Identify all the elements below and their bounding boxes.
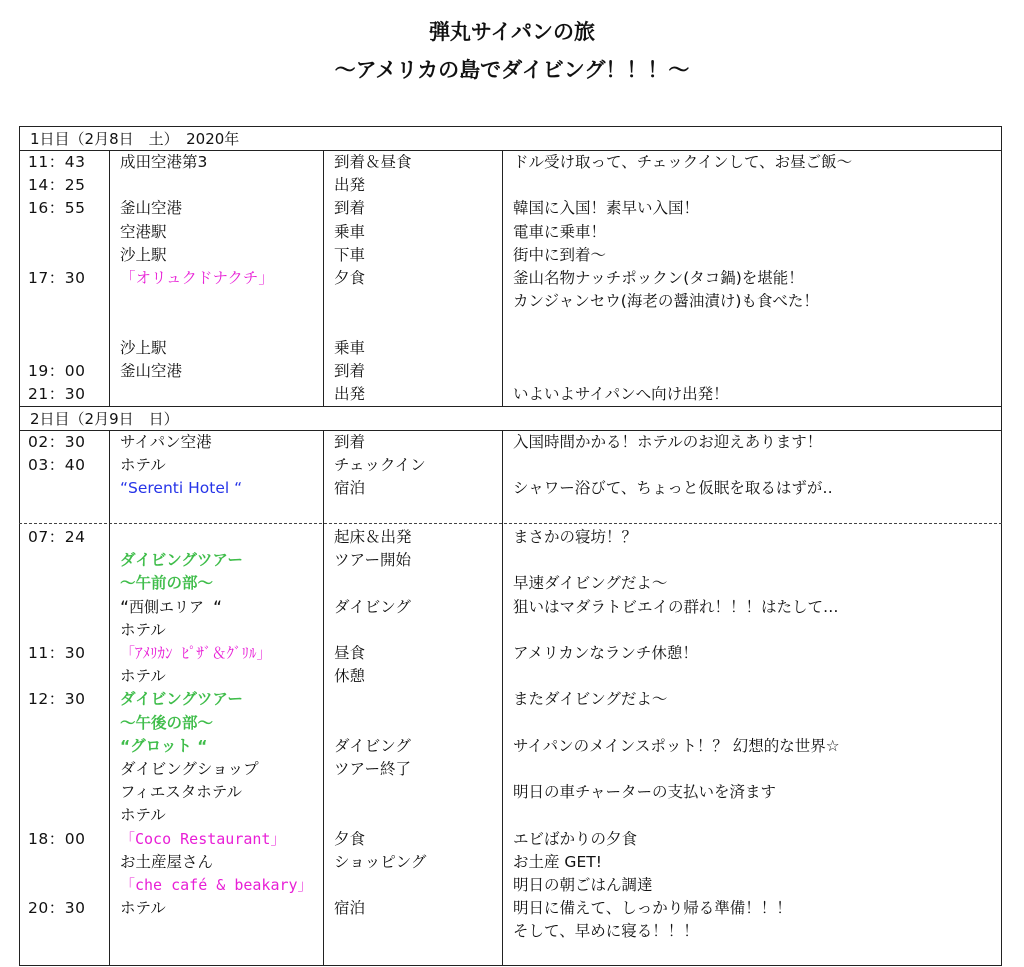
row-place: “西側エリア “ (120, 597, 223, 616)
row-place: ホテル (120, 899, 166, 918)
schedule-row (0, 383, 1024, 406)
row-place: ～午前の部～ (120, 574, 214, 593)
row-note: 街中に到着～ (513, 245, 607, 264)
schedule-row (0, 851, 1024, 874)
schedule-row (0, 804, 1024, 827)
row-place: 成田空港第3 (120, 153, 208, 171)
schedule-row (0, 337, 1024, 360)
row-activity: ツアー開始 (334, 551, 412, 570)
row-activity: 昼食 (334, 644, 366, 662)
row-time: 12：30 (28, 690, 86, 709)
row-place: フィエスタホテル (120, 783, 242, 802)
row-activity: ダイビング (334, 736, 411, 755)
row-time: 17：30 (28, 269, 86, 287)
schedule-row (0, 431, 1024, 454)
row-time: 18：00 (28, 829, 86, 848)
row-place: 空港駅 (120, 222, 167, 241)
row-note: 入国時間かかる！ホテルのお迎えあります！ (513, 433, 823, 451)
schedule-row (0, 151, 1024, 174)
row-activity: 到着 (334, 361, 366, 380)
schedule-row (0, 688, 1024, 711)
row-note: ドル受け取って、チェックインして、お昼ご飯～ (513, 153, 853, 171)
row-place: 釜山空港 (120, 361, 183, 380)
row-note: 韓国に入国！素早い入国！ (513, 199, 700, 218)
row-place: ダイビングショップ (120, 760, 259, 778)
row-activity: ショッピング (334, 852, 427, 871)
night-divider-dashed (19, 523, 1002, 524)
schedule-row (0, 596, 1024, 619)
row-time: 21：30 (28, 385, 86, 403)
row-note: カンジャンセウ(海老の醤油漬け)も食べた！ (513, 292, 819, 311)
row-activity: 夕食 (334, 269, 366, 287)
row-place: “Serenti Hotel “ (120, 479, 243, 498)
schedule-row (0, 874, 1024, 897)
row-place: ホテル (120, 456, 166, 475)
row-activity: 到着 (334, 433, 366, 451)
row-activity: 出発 (334, 385, 366, 403)
row-activity: ダイビング (334, 597, 411, 616)
day1-header: 1日目（2月8日 土） 2020年 (30, 130, 240, 148)
schedule-row (0, 221, 1024, 244)
schedule-row (0, 920, 1024, 943)
row-place: 「ｱﾒﾘｶﾝ ﾋﾟｻﾞ＆ｸﾞﾘﾙ」 (120, 644, 272, 662)
row-place: 「che café & beakary」 (120, 876, 313, 894)
row-place: ホテル (120, 620, 166, 639)
page-subtitle: ～アメリカの島でダイビング！！！～ (334, 58, 690, 82)
schedule-row (0, 477, 1024, 500)
schedule-row (0, 290, 1024, 313)
row-note: サイパンのメインスポット！？ 幻想的な世界☆ (513, 736, 840, 755)
schedule-row (0, 897, 1024, 920)
schedule-row (0, 197, 1024, 220)
row-place: “グロット “ (120, 736, 208, 755)
schedule-row (0, 454, 1024, 477)
row-place: 「Coco Restaurant」 (120, 829, 286, 848)
row-note: いよいよサイパンへ向け出発！ (513, 385, 729, 403)
schedule-row (0, 712, 1024, 735)
schedule-row (0, 360, 1024, 383)
row-time: 20：30 (28, 899, 86, 918)
row-activity: 休憩 (334, 667, 366, 686)
row-note: 釜山名物ナッチポックン(タコ鍋)を堪能！ (513, 269, 804, 287)
row-place: ホテル (120, 806, 166, 825)
row-activity: 到着＆昼食 (334, 153, 412, 171)
row-place: ダイビングツアー (120, 551, 243, 570)
row-time: 03：40 (28, 456, 86, 475)
row-note: 早速ダイビングだよ～ (513, 574, 668, 593)
schedule-row (0, 619, 1024, 642)
schedule-row (0, 735, 1024, 758)
row-time: 02：30 (28, 433, 86, 451)
page-title: 弾丸サイパンの旅 (428, 20, 596, 44)
row-note: そして、早めに寝る！！！ (513, 922, 699, 941)
row-place: お土産屋さん (120, 852, 214, 871)
row-place: 沙上駅 (120, 338, 167, 357)
row-place: ダイビングツアー (120, 690, 243, 709)
row-activity: 下車 (334, 245, 366, 264)
row-activity: 宿泊 (334, 479, 366, 498)
row-note: アメリカンなランチ休憩！ (513, 644, 698, 662)
schedule-row (0, 572, 1024, 595)
row-note: シャワー浴びて、ちょっと仮眠を取るはずが‥ (513, 479, 833, 498)
row-time: 19：00 (28, 361, 86, 380)
row-activity: 乗車 (334, 222, 366, 241)
row-place: ホテル (120, 667, 166, 686)
row-activity: 夕食 (334, 829, 366, 848)
row-activity: 起床＆出発 (334, 528, 412, 546)
row-note: 明日の朝ごはん調達 (513, 876, 653, 894)
row-time: 16：55 (28, 199, 86, 218)
row-time: 07：24 (28, 528, 86, 546)
schedule-row (0, 549, 1024, 572)
schedule-row (0, 244, 1024, 267)
row-note: またダイビングだよ～ (513, 690, 668, 709)
row-time: 14：25 (28, 176, 86, 195)
row-activity: ツアー終了 (334, 760, 412, 778)
row-place: 沙上駅 (120, 245, 167, 264)
row-activity: 到着 (334, 199, 366, 218)
row-note: 明日に備えて、しっかり帰る準備！！！ (513, 899, 792, 918)
row-place: 釜山空港 (120, 199, 183, 218)
schedule-row (0, 526, 1024, 549)
schedule-row (0, 313, 1024, 336)
row-note: まさかの寝坊！？ (513, 528, 638, 546)
row-time: 11：43 (28, 153, 86, 171)
schedule-row (0, 758, 1024, 781)
row-note: 狙いはマダラトビエイの群れ！！！はたして… (513, 597, 839, 616)
row-note: お土産 GET! (513, 852, 602, 871)
row-activity: 宿泊 (334, 899, 366, 918)
row-note: エビばかりの夕食 (513, 829, 638, 848)
schedule-row (0, 781, 1024, 804)
row-activity: 出発 (334, 176, 366, 195)
schedule-row (0, 267, 1024, 290)
row-activity: チェックイン (334, 456, 426, 475)
row-place: 「オリュクドナクチ」 (120, 269, 274, 287)
schedule-row (0, 665, 1024, 688)
row-activity: 乗車 (334, 338, 366, 357)
row-place: ～午後の部～ (120, 713, 214, 732)
row-note: 明日の車チャーターの支払いを済ます (513, 783, 777, 802)
row-place: サイパン空港 (120, 433, 212, 451)
row-note: 電車に乗車！ (513, 222, 607, 241)
row-time: 11：30 (28, 644, 86, 662)
schedule-row (0, 642, 1024, 665)
schedule-row (0, 174, 1024, 197)
schedule-row (0, 828, 1024, 851)
day2-header: 2日目（2月9日 日） (30, 410, 179, 428)
